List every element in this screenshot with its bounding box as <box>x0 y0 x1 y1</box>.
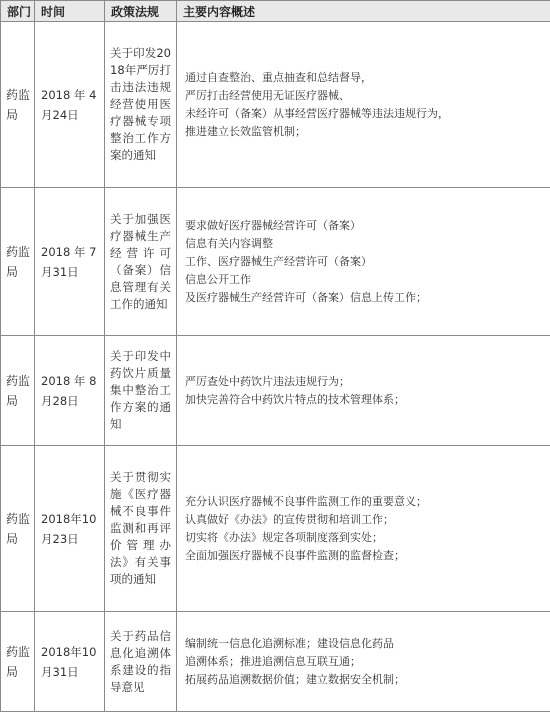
table-row <box>1 446 550 612</box>
header-department: 部门 <box>1 1 35 22</box>
summary-line: 要求做好医疗器械经营许可（备案） <box>185 217 542 235</box>
table-row <box>1 612 550 712</box>
cell-summary <box>177 612 550 712</box>
cell-date: 2018年10月31日 <box>35 612 105 712</box>
table-row <box>1 188 550 336</box>
summary-line: 严厉打击经营使用无证医疗器械、 <box>185 87 542 105</box>
summary-line: 推进建立长效监管机制； <box>185 123 542 141</box>
cell-policy: 关于贯彻实施《医疗器械不良事件监测和再评价管理办法》有关事项的通知 <box>105 446 177 612</box>
cell-policy: 关于印发2018年严厉打击违法违规经营使用医疗器械专项整治工作方案的通知 <box>105 22 177 188</box>
summary-line: 切实将《办法》规定各项制度落到实处； <box>185 529 542 547</box>
summary-line: 未经许可（备案）从事经营医疗器械等违法违规行为， <box>185 105 542 123</box>
summary-line: 工作、医疗器械生产经营许可（备案） <box>185 253 542 271</box>
cell-summary <box>177 188 550 336</box>
cell-policy: 关于药品信息化追溯体系建设的指导意见 <box>105 612 177 712</box>
cell-summary <box>177 336 550 446</box>
cell-date: 2018 年 7 月31日 <box>35 188 105 336</box>
cell-summary <box>177 22 550 188</box>
summary-line: 编制统一信息化追溯标准；建设信息化药品 <box>185 635 542 653</box>
cell-department: 药监局 <box>1 188 35 336</box>
cell-department: 药监局 <box>1 612 35 712</box>
cell-department: 药监局 <box>1 22 35 188</box>
cell-date: 2018 年 4 月24日 <box>35 22 105 188</box>
table-row <box>1 336 550 446</box>
header-summary: 主要内容概述 <box>177 1 550 22</box>
summary-line: 认真做好《办法》的宣传贯彻和培训工作； <box>185 511 542 529</box>
summary-line: 及医疗器械生产经营许可（备案）信息上传工作； <box>185 289 542 307</box>
summary-line: 追溯体系；推进追溯信息互联互通； <box>185 653 542 671</box>
summary-line: 信息公开工作 <box>185 271 542 289</box>
table-row <box>1 22 550 188</box>
header-date: 时间 <box>35 1 105 22</box>
cell-date: 2018 年 8 月28日 <box>35 336 105 446</box>
cell-date: 2018年10月23日 <box>35 446 105 612</box>
header-policy: 政策法规 <box>105 1 177 22</box>
cell-policy: 关于加强医疗器械生产经营许可（备案）信息管理有关工作的通知 <box>105 188 177 336</box>
cell-summary <box>177 446 550 612</box>
summary-line: 拓展药品追溯数据价值；建立数据安全机制； <box>185 671 542 689</box>
summary-line: 信息有关内容调整 <box>185 235 542 253</box>
summary-line: 加快完善符合中药饮片特点的技术管理体系； <box>185 391 542 409</box>
cell-department: 药监局 <box>1 336 35 446</box>
summary-line: 严厉查处中药饮片违法违规行为； <box>185 373 542 391</box>
summary-line: 充分认识医疗器械不良事件监测工作的重要意义； <box>185 493 542 511</box>
cell-policy: 关于印发中药饮片质量集中整治工作方案的通知 <box>105 336 177 446</box>
summary-line: 全面加强医疗器械不良事件监测的监督检查； <box>185 547 542 565</box>
summary-line: 通过自查整治、重点抽查和总结督导， <box>185 69 542 87</box>
table-header-row <box>1 1 550 22</box>
cell-department: 药监局 <box>1 446 35 612</box>
